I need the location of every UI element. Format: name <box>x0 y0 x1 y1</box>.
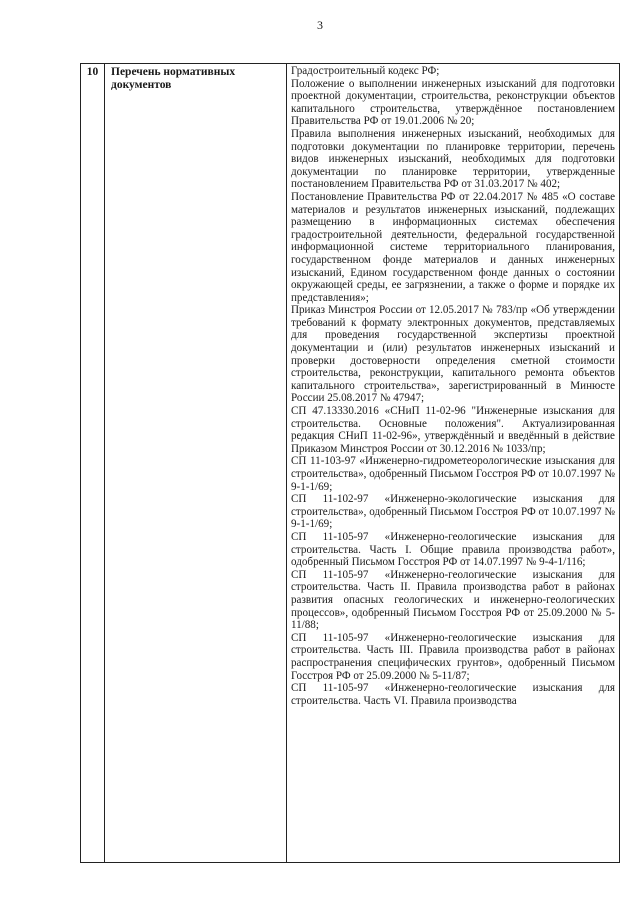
list-item: Градостроительный кодекс РФ; <box>291 65 440 77</box>
document-table <box>80 63 620 863</box>
list-item: Правила выполнения инженерных изысканий, необходимых для подготовки документации по планировке территории, перечень видов инженерных изысканий, необходимых для подготовки документации по планировке территории, утвержденные постановлением Правительства РФ от 31.03.2017 № 402; <box>291 127 615 191</box>
list-item: СП 11-105-97 «Инженерно-геологические изыскания для строительства. Часть I. Общие правила производства работ», одобренный Письмом Госстроя РФ от 14.07.1997 № 9-4-1/116; <box>291 530 615 569</box>
page-number: 3 <box>317 18 323 32</box>
list-item: СП 11-105-97 «Инженерно-геологические изыскания для строительства. Часть II. Правила производства работ в районах развития опасных геологических и инженерно-геологических процессов», одобренный Письмом Госстроя РФ от 25.09.2000 № 5-11/88; <box>291 568 615 632</box>
row-content <box>287 64 620 863</box>
table-row <box>81 64 620 863</box>
list-item: СП 11-103-97 «Инженерно-гидрометеорологические изыскания для строительства», одобренный Письмом Госстроя РФ от 10.07.1997 № 9-1-1/69; <box>291 455 615 493</box>
list-item: Постановление Правительства РФ от 22.04.2017 № 485 «О составе материалов и результатов инженерных изысканий, подлежащих размещению в информационных системах обеспечения градостроительной деятельности, федеральной государственной информационной системе территориального планирования, государственном фонде материалов и данных инженерных изысканий, Едином государственном фонде данных о состоянии окружающей среды, ее загрязнении, а также о форме и порядке их представления»; <box>291 190 615 304</box>
list-item: Приказ Минстроя России от 12.05.2017 № 783/пр «Об утверждении требований к формату электронных документов, представляемых для проведения государственной экспертизы проектной документации и (или) результатов инженерных изысканий и проверки достоверности определения сметной стоимости строительства, реконструкции, капитального ремонта объектов капитального строительства», зарегистрированный в Минюсте России 25.08.2017 № 47947; <box>291 304 615 405</box>
row-number: 10 <box>81 64 105 863</box>
list-item: СП 11-105-97 «Инженерно-геологические изыскания для строительства. Часть VI. Правила производства <box>291 682 615 707</box>
row-title: Перечень нормативных документов <box>105 64 287 863</box>
list-item: Положение о выполнении инженерных изысканий для подготовки проектной документации, строительства, реконструкции объектов капитального строительства, утверждённое постановлением Правительства РФ от 19.01.2006 № 20; <box>291 77 615 128</box>
list-item: СП 11-102-97 «Инженерно-экологические изыскания для строительства», одобренный Письмом Госстроя РФ от 10.07.1997 № 9-1-1/69; <box>291 493 615 531</box>
list-item: СП 11-105-97 «Инженерно-геологические изыскания для строительства. Часть III. Правила производства работ в районах распространения специфических грунтов», одобренный Письмом Госстроя РФ от 25.09.2000 № 5-11/87; <box>291 631 615 682</box>
list-item: СП 47.13330.2016 «СНиП 11-02-96 "Инженерные изыскания для строительства. Основные положения". Актуализированная редакция СНиП 11-02-96», утверждённый и введённый в действие Приказом Минстроя России от 30.12.2016 № 1033/пр; <box>291 405 615 455</box>
